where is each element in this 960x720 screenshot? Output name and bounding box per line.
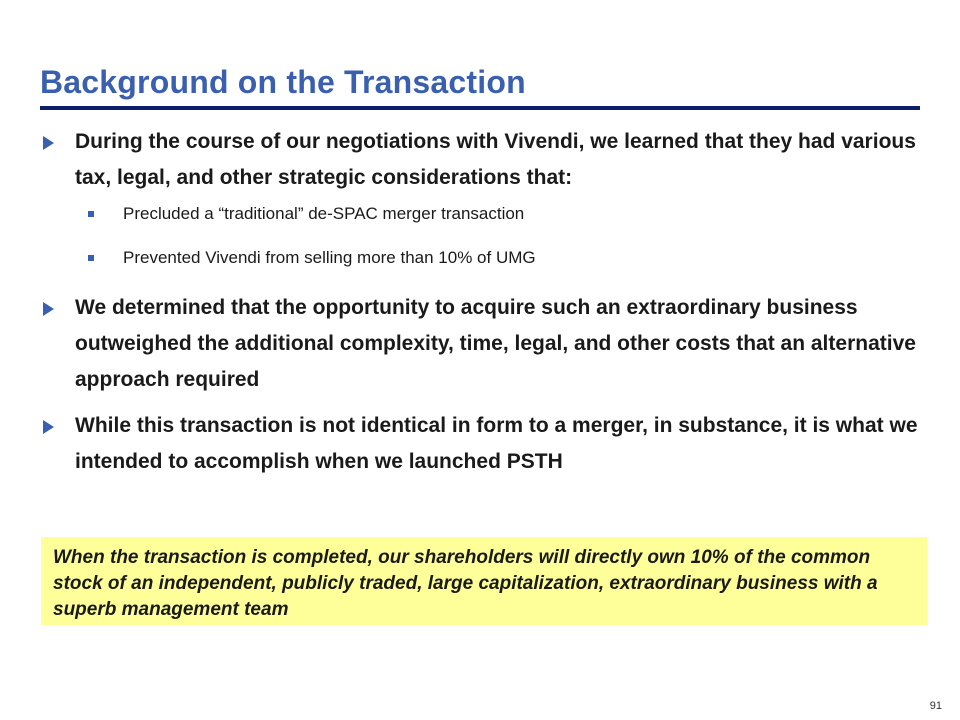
square-bullet-icon <box>88 255 94 261</box>
title-divider <box>40 106 920 110</box>
sub-bullet-item <box>75 202 925 226</box>
bullet-item <box>40 290 925 398</box>
triangle-arrow-right-icon <box>43 420 54 434</box>
bullet-list <box>40 124 925 490</box>
slide-title: Background on the Transaction <box>40 64 526 100</box>
triangle-arrow-right-icon <box>43 302 54 316</box>
sub-bullet-text: Precluded a “traditional” de-SPAC merger transaction <box>123 204 525 223</box>
square-bullet-icon <box>88 211 94 217</box>
sub-bullet-item <box>75 246 925 270</box>
bullet-item <box>40 124 925 270</box>
callout-box: When the transaction is completed, our shareholders will directly own 10% of the common stock of an independent, publicly traded, large capitalization, extraordinary business with a superb management team <box>41 537 927 625</box>
triangle-arrow-right-icon <box>43 136 54 150</box>
bullet-text: While this transaction is not identical in form to a merger, in substance, it is what we intended to accomplish when we launched PSTH <box>75 414 918 473</box>
bullet-item <box>40 408 925 480</box>
sub-bullet-text: Prevented Vivendi from selling more than 10% of UMG <box>123 248 536 267</box>
bullet-text: We determined that the opportunity to acquire such an extraordinary business outweighed the additional complexity, time, legal, and other costs that an alternative approach required <box>75 296 916 391</box>
sub-bullet-list <box>75 202 925 270</box>
page-number: 91 <box>929 700 942 712</box>
bullet-text: During the course of our negotiations with Vivendi, we learned that they had various tax, legal, and other strategic considerations that: <box>75 130 916 189</box>
